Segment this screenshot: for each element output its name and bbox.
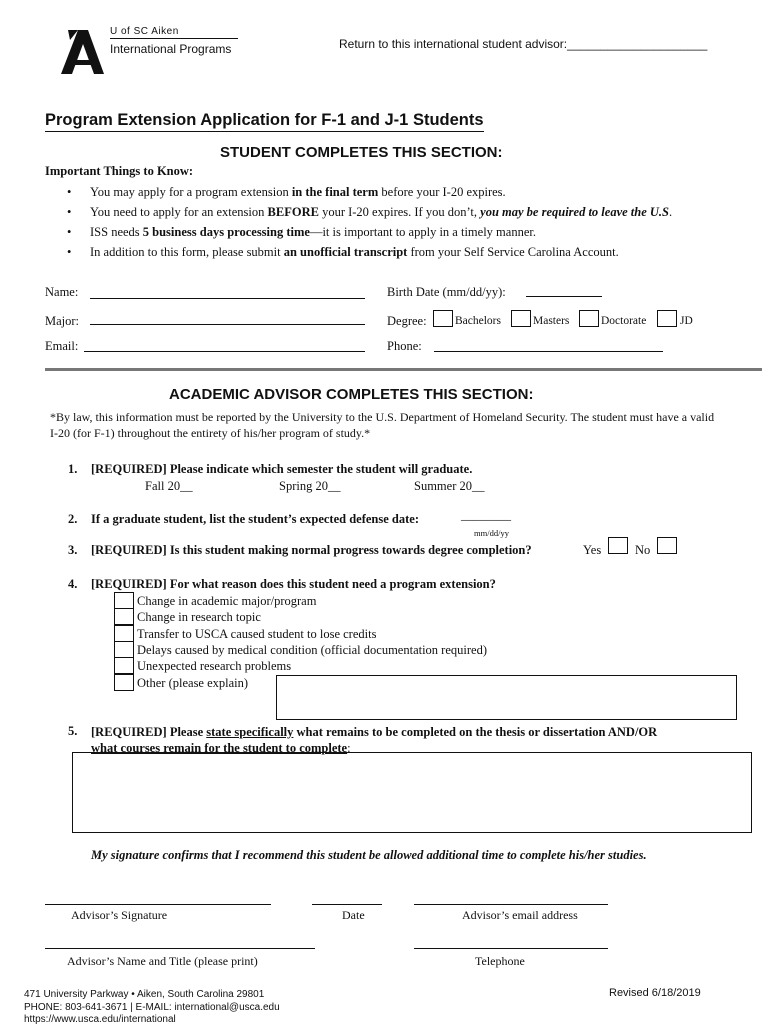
q3-no-label: No xyxy=(635,543,651,557)
q1-text: [REQUIRED] Please indicate which semester the student will graduate. xyxy=(91,462,473,476)
q2-defense-date-field[interactable]: ________ xyxy=(461,508,511,522)
q5-number: 5. xyxy=(68,724,78,738)
degree-masters-label: Masters xyxy=(533,315,570,327)
degree-jd-label: JD xyxy=(680,315,693,327)
degree-doctorate-label: Doctorate xyxy=(601,315,647,327)
advisor-name-label: Advisor’s Name and Title (please print) xyxy=(67,954,258,968)
q3-no-checkbox[interactable] xyxy=(657,537,677,554)
date-line[interactable] xyxy=(312,904,382,905)
list-item: • In addition to this form, please submit an unofficial transcript from your Self Service Carolina Account. xyxy=(45,244,725,260)
q1-summer[interactable]: Summer 20__ xyxy=(414,479,485,493)
degree-doctorate-checkbox[interactable] xyxy=(579,310,599,327)
logo-mark-icon xyxy=(58,26,106,76)
degree-jd-checkbox[interactable] xyxy=(657,310,677,327)
footer-contact: PHONE: 803-641-3671 | E-MAIL: international@usca.edu xyxy=(24,1002,280,1013)
advisor-signature-line[interactable] xyxy=(45,904,271,905)
telephone-label: Telephone xyxy=(475,954,525,968)
advisor-name-line[interactable] xyxy=(45,948,315,949)
q4-option-label: Change in academic major/program xyxy=(137,594,317,608)
q4-option-label: Change in research topic xyxy=(137,610,261,624)
email-label: Email: xyxy=(45,339,79,353)
q3-text: [REQUIRED] Is this student making normal progress towards degree completion? xyxy=(91,543,532,557)
page-title: Program Extension Application for F-1 and J-1 Students xyxy=(45,111,484,132)
student-section-heading: STUDENT COMPLETES THIS SECTION: xyxy=(220,144,503,161)
q1-spring[interactable]: Spring 20__ xyxy=(279,479,341,493)
advisor-email-label: Advisor’s email address xyxy=(462,908,578,922)
logo-line1: U of SC Aiken xyxy=(110,26,238,39)
list-item: • You may apply for a program extension in the final term before your I-20 expires. xyxy=(45,184,725,200)
list-item: • You need to apply for an extension BEFORE your I-20 expires. If you don’t, you may be required to leave the U.S. xyxy=(45,204,725,220)
q4-option-checkbox[interactable] xyxy=(114,625,134,642)
q4-option-label: Unexpected research problems xyxy=(137,659,292,673)
email-field[interactable] xyxy=(84,351,365,352)
q4-option-label: Other (please explain) xyxy=(137,676,249,690)
name-field[interactable] xyxy=(90,298,365,299)
q4-text: [REQUIRED] For what reason does this student need a program extension? xyxy=(91,577,496,591)
q4-option-checkbox[interactable] xyxy=(114,592,134,609)
date-label: Date xyxy=(342,908,365,922)
important-list xyxy=(45,184,725,264)
list-item: • ISS needs 5 business days processing time—it is important to apply in a timely manner. xyxy=(45,224,725,240)
q1-number: 1. xyxy=(68,462,78,476)
degree-label: Degree: xyxy=(387,314,427,328)
logo xyxy=(58,26,248,76)
revised-date: Revised 6/18/2019 xyxy=(609,987,701,999)
return-to-blank[interactable]: _____________________ xyxy=(567,37,708,51)
important-label: Important Things to Know: xyxy=(45,164,194,178)
major-label: Major: xyxy=(45,314,80,328)
phone-label: Phone: xyxy=(387,339,422,353)
return-to-label: Return to this international student advisor: xyxy=(339,37,568,51)
q4-option-checkbox[interactable] xyxy=(114,641,134,658)
birth-date-field[interactable] xyxy=(526,296,602,297)
birth-date-label: Birth Date (mm/dd/yy): xyxy=(387,285,506,299)
advisor-email-line[interactable] xyxy=(414,904,608,905)
q4-option-label: Transfer to USCA caused student to lose credits xyxy=(137,627,377,641)
q4-option-label: Delays caused by medical condition (official documentation required) xyxy=(137,643,487,657)
q4-option-checkbox[interactable] xyxy=(114,674,134,691)
section-divider xyxy=(45,368,762,371)
q2-date-hint: mm/dd/yy xyxy=(474,528,509,538)
q4-number: 4. xyxy=(68,577,78,591)
logo-line2: International Programs xyxy=(110,42,232,56)
q2-text: If a graduate student, list the student’s expected defense date: xyxy=(91,512,419,526)
footer-address: 471 University Parkway • Aiken, South Carolina 29801 xyxy=(24,989,265,1000)
q3-yes-label: Yes xyxy=(583,543,602,557)
q5-text: [REQUIRED] Please state specifically what remains to be completed on the thesis or dissertation AND/OR what courses remain for the student to complete: xyxy=(91,725,658,755)
telephone-line[interactable] xyxy=(414,948,608,949)
q1-fall[interactable]: Fall 20__ xyxy=(145,479,193,493)
footer-website[interactable]: https://www.usca.edu/international xyxy=(24,1014,176,1025)
law-note: *By law, this information must be reported by the University to the U.S. Department of Homeland Security. The student must have a valid I-20 (for F-1) throughout the entirety of his/her program of study.* xyxy=(50,410,715,440)
degree-bachelors-checkbox[interactable] xyxy=(433,310,453,327)
q4-other-explain-box[interactable] xyxy=(276,675,737,720)
return-to-advisor xyxy=(339,37,707,51)
advisor-section-heading: ACADEMIC ADVISOR COMPLETES THIS SECTION: xyxy=(169,386,534,403)
name-label: Name: xyxy=(45,285,79,299)
phone-field[interactable] xyxy=(434,351,663,352)
signature-confirmation: My signature confirms that I recommend this student be allowed additional time to complete his/her studies. xyxy=(91,848,647,862)
major-field[interactable] xyxy=(90,324,365,325)
q3-number: 3. xyxy=(68,543,78,557)
degree-bachelors-label: Bachelors xyxy=(455,315,501,327)
q4-option-checkbox[interactable] xyxy=(114,657,134,674)
q4-option-checkbox[interactable] xyxy=(114,608,134,625)
q5-answer-box[interactable] xyxy=(72,752,752,833)
q2-number: 2. xyxy=(68,512,78,526)
advisor-signature-label: Advisor’s Signature xyxy=(71,908,168,922)
degree-masters-checkbox[interactable] xyxy=(511,310,531,327)
q3-yes-checkbox[interactable] xyxy=(608,537,628,554)
